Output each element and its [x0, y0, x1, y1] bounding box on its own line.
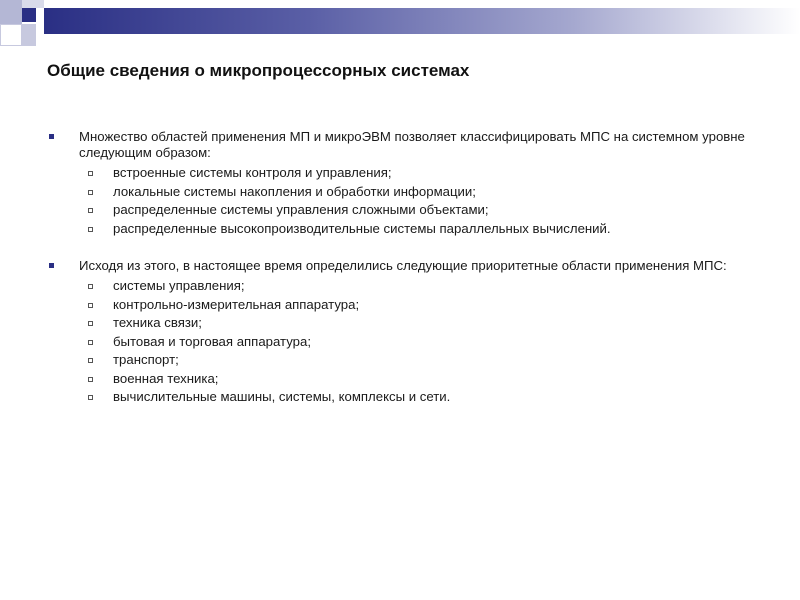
sub-list: [79, 277, 747, 407]
list-item: [79, 164, 747, 183]
bullet-section: [47, 258, 747, 407]
hollow-square-bullet-icon: [88, 303, 93, 308]
hollow-square-bullet-icon: [88, 321, 93, 326]
hollow-square-bullet-icon: [88, 171, 93, 176]
decorative-square: [0, 24, 22, 46]
list-item-text: распределенные высокопроизводительные системы параллельных вычислений.: [113, 220, 611, 236]
header-decoration: [0, 0, 800, 48]
list-item-text: распределенные системы управления сложными объектами;: [113, 202, 489, 217]
hollow-square-bullet-icon: [88, 190, 93, 195]
hollow-square-bullet-icon: [88, 358, 93, 363]
bullet-section: [47, 129, 747, 238]
list-item-text: транспорт;: [113, 352, 179, 367]
hollow-square-bullet-icon: [88, 377, 93, 382]
list-item: [79, 277, 747, 296]
sub-list: [79, 164, 747, 238]
list-item-text: вычислительные машины, системы, комплексы и сети.: [113, 389, 451, 404]
decorative-square: [22, 24, 36, 46]
list-item: [79, 333, 747, 352]
list-item-text: военная техника;: [113, 370, 219, 386]
list-item: [79, 183, 747, 202]
decorative-square: [22, 0, 44, 8]
list-item: [79, 314, 747, 333]
list-item-text: локальные системы накопления и обработки информации;: [113, 183, 476, 199]
list-item: [79, 370, 747, 389]
decorative-square: [0, 0, 22, 24]
hollow-square-bullet-icon: [88, 227, 93, 232]
list-item: [79, 201, 747, 220]
list-item: [79, 351, 747, 370]
header-gradient-bar: [44, 8, 800, 34]
bullet-text: Множество областей применения МП и микроЭВМ позволяет классифицировать МПС на системном уровне следующим образом:: [79, 129, 745, 160]
square-bullet-icon: [49, 263, 54, 268]
list-item: [79, 388, 747, 407]
list-item: [79, 220, 747, 239]
square-bullet-icon: [49, 134, 54, 139]
list-item-text: системы управления;: [113, 278, 245, 293]
slide-content: [47, 129, 747, 407]
list-item-text: техника связи;: [113, 315, 202, 330]
hollow-square-bullet-icon: [88, 340, 93, 345]
hollow-square-bullet-icon: [88, 395, 93, 400]
decorative-square: [22, 8, 36, 22]
bullet-text: Исходя из этого, в настоящее время определились следующие приоритетные области применения МПС:: [79, 258, 727, 273]
list-item-text: контрольно-измерительная аппаратура;: [113, 296, 360, 312]
list-item-text: встроенные системы контроля и управления;: [113, 165, 392, 180]
slide-title: Общие сведения о микропроцессорных системах: [47, 61, 470, 80]
hollow-square-bullet-icon: [88, 208, 93, 213]
list-item: [79, 296, 747, 315]
list-item-text: бытовая и торговая аппаратура;: [113, 333, 311, 349]
hollow-square-bullet-icon: [88, 284, 93, 289]
